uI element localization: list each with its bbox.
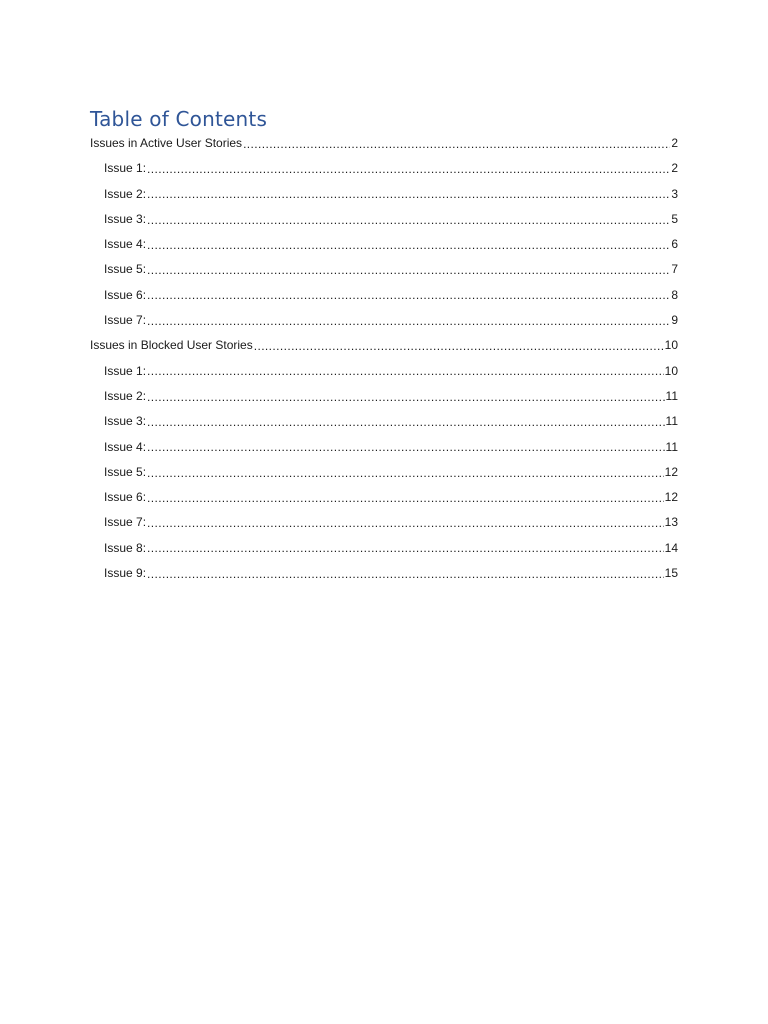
toc-entry-active-user-stories[interactable]: [90, 131, 678, 156]
toc-entry-label: Issue 6:: [104, 287, 147, 302]
toc-dot-leader: [147, 391, 665, 403]
toc-entry-label: Issue 9:: [104, 566, 147, 581]
toc-entry-label: Issues in Active User Stories: [90, 136, 243, 150]
toc-entry-label: Issue 2:: [104, 186, 147, 201]
toc-dot-leader: [147, 517, 664, 529]
toc-entry-label: Issue 4:: [104, 237, 147, 252]
toc-dot-leader: [147, 289, 670, 301]
toc-page-number: 3: [671, 186, 678, 201]
toc-entry-label: Issue 5:: [104, 464, 147, 479]
toc-entry-blocked-issue-7[interactable]: [90, 510, 678, 535]
toc-page-number: 11: [665, 414, 678, 429]
toc-entry-label: Issue 6:: [104, 490, 147, 505]
toc-entry-label: Issue 2:: [104, 388, 147, 403]
toc-entry-label: Issue 4:: [104, 439, 147, 454]
toc-dot-leader: [147, 163, 670, 175]
toc-entry-blocked-issue-8[interactable]: [90, 536, 678, 561]
toc-dot-leader: [147, 542, 664, 554]
toc-page-number: 12: [664, 464, 678, 479]
toc-entry-label: Issue 7:: [104, 313, 147, 328]
toc-page-number: 5: [671, 211, 678, 226]
toc-entry-blocked-issue-6[interactable]: [90, 485, 678, 510]
toc-entry-label: Issue 7:: [104, 515, 147, 530]
toc-list: [90, 131, 678, 586]
toc-entry-blocked-issue-5[interactable]: [90, 460, 678, 485]
toc-dot-leader: [147, 441, 665, 453]
toc-entry-blocked-issue-9[interactable]: [90, 561, 678, 586]
toc-entry-active-issue-3[interactable]: [90, 207, 678, 232]
toc-dot-leader: [147, 568, 664, 580]
toc-dot-leader: [147, 416, 665, 428]
toc-page-number: 11: [665, 439, 678, 454]
toc-entry-blocked-issue-2[interactable]: [90, 384, 678, 409]
toc-page-number: 13: [664, 515, 678, 530]
toc-entry-active-issue-2[interactable]: [90, 182, 678, 207]
toc-entry-label: Issue 1:: [104, 161, 147, 176]
toc-dot-leader: [147, 315, 670, 327]
toc-entry-blocked-issue-4[interactable]: [90, 435, 678, 460]
toc-entry-active-issue-7[interactable]: [90, 308, 678, 333]
toc-page-number: 7: [671, 262, 678, 277]
toc-page-number: 9: [671, 313, 678, 328]
toc-dot-leader: [147, 239, 670, 251]
toc-entry-label: Issue 3:: [104, 414, 147, 429]
toc-page-number: 6: [671, 237, 678, 252]
toc-dot-leader: [147, 365, 664, 377]
toc-entry-blocked-issue-1[interactable]: [90, 359, 678, 384]
toc-entry-blocked-user-stories[interactable]: [90, 333, 678, 358]
toc-entry-label: Issue 3:: [104, 211, 147, 226]
toc-dot-leader: [147, 492, 664, 504]
toc-entry-active-issue-5[interactable]: [90, 257, 678, 282]
toc-page-number: 2: [671, 161, 678, 176]
toc-dot-leader: [147, 214, 670, 226]
toc-entry-blocked-issue-3[interactable]: [90, 409, 678, 434]
toc-entry-active-issue-4[interactable]: [90, 232, 678, 257]
toc-dot-leader: [147, 188, 670, 200]
toc-page-number: 10: [664, 338, 678, 353]
toc-page-number: 12: [664, 490, 678, 505]
toc-entry-label: Issue 8:: [104, 540, 147, 555]
toc-entry-label: Issue 5:: [104, 262, 147, 277]
toc-page-number: 11: [665, 388, 678, 403]
toc-dot-leader: [147, 264, 670, 276]
toc-entry-active-issue-1[interactable]: [90, 156, 678, 181]
toc-entry-active-issue-6[interactable]: [90, 283, 678, 308]
toc-entry-label: Issue 1:: [104, 363, 147, 378]
toc-entry-label: Issues in Blocked User Stories: [90, 338, 253, 353]
toc-page-number: 15: [664, 566, 678, 581]
toc-dot-leader: [254, 340, 664, 352]
toc-page-number: 10: [664, 363, 678, 378]
toc-page-number: 8: [671, 287, 678, 302]
toc-dot-leader: [147, 467, 664, 479]
toc-title: Table of Contents: [90, 107, 268, 131]
toc-dot-leader: [243, 138, 670, 150]
toc-page-number: 14: [664, 540, 678, 555]
toc-page-number: 2: [671, 136, 678, 150]
